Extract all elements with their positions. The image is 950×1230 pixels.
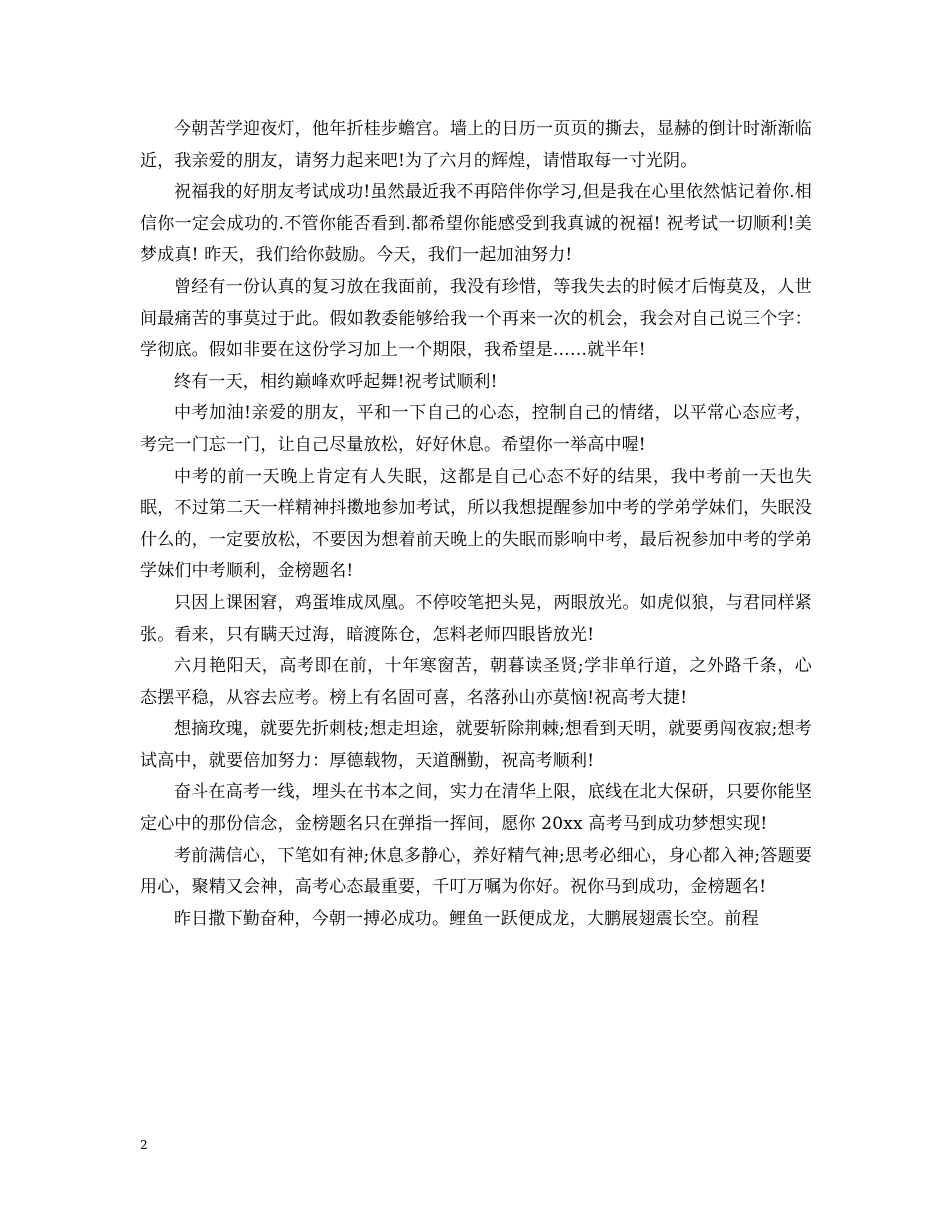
paragraph: 今朝苦学迎夜灯，他年折桂步蟾宫。墙上的日历一页页的撕去，显赫的倒计时渐渐临近，我亲爱的朋友，请努力起来吧!为了六月的辉煌，请惜取每一寸光阴。: [140, 119, 812, 171]
body-text: [140, 114, 812, 935]
paragraph: 六月艳阳天，高考即在前，十年寒窗苦，朝暮读圣贤;学非单行道，之外路千条，心态摆平稳，从容去应考。榜上有名固可喜，名落孙山亦莫恼!祝高考大捷!: [140, 656, 812, 708]
page-number: 2: [140, 1138, 148, 1152]
paragraph: 中考加油!亲爱的朋友，平和一下自己的心态，控制自己的情绪，以平常心态应考，考完一门忘一门，让自己尽量放松，好好休息。希望你一举高中喔!: [140, 403, 812, 455]
paragraph: 昨日撒下勤奋种，今朝一搏必成功。鲤鱼一跃便成龙，大鹏展翅震长空。前程: [174, 908, 759, 929]
paragraph: 中考的前一天晚上肯定有人失眠，这都是自己心态不好的结果，我中考前一天也失眠，不过第二天一样精神抖擞地参加考试，所以我想提醒参加中考的学弟学妹们，失眠没什么的，一定要放松，不要因为想着前天晚上的失眠而影响中考，最后祝参加中考的学弟学妹们中考顺利，金榜题名!: [140, 466, 812, 582]
paragraph: 终有一天，相约巅峰欢呼起舞!祝考试顺利!: [174, 371, 498, 392]
paragraph: 想摘玫瑰，就要先折刺枝;想走坦途，就要斩除荆棘;想看到天明，就要勇闯夜寂;想考试高中，就要倍加努力：厚德载物，天道酬勤，祝高考顺利!: [140, 719, 812, 771]
paragraph: 曾经有一份认真的复习放在我面前，我没有珍惜，等我失去的时候才后悔莫及，人世间最痛苦的事莫过于此。假如教委能够给我一个再来一次的机会，我会对自己说三个字：学彻底。假如非要在这份学习加上一个期限，我希望是……就半年!: [140, 276, 812, 361]
paragraph: 只因上课困窘，鸡蛋堆成凤凰。不停咬笔把头晃，两眼放光。如虎似狼，与君同样紧张。看来，只有瞒天过海，暗渡陈仓，怎料老师四眼皆放光!: [140, 592, 812, 645]
paragraph: 祝福我的好朋友考试成功!虽然最近我不再陪伴你学习,但是我在心里依然惦记着你.相信你一定会成功的.不管你能否看到.都希望你能感受到我真诚的祝福! 祝考试一切顺利!美梦成真! 昨天，我们给你鼓励。今天，我们一起加油努力!: [140, 182, 812, 266]
paragraph: 奋斗在高考一线，埋头在书本之间，实力在清华上限，底线在北大保研，只要你能坚定心中的那份信念，金榜题名只在弹指一挥间，愿你 20xx 高考马到成功梦想实现!: [140, 782, 812, 835]
paragraph: 考前满信心，下笔如有神;休息多静心，养好精气神;思考必细心，身心都入神;答题要用心，聚精又会神，高考心态最重要，千叮万嘱为你好。祝你马到成功，金榜题名!: [140, 845, 812, 898]
